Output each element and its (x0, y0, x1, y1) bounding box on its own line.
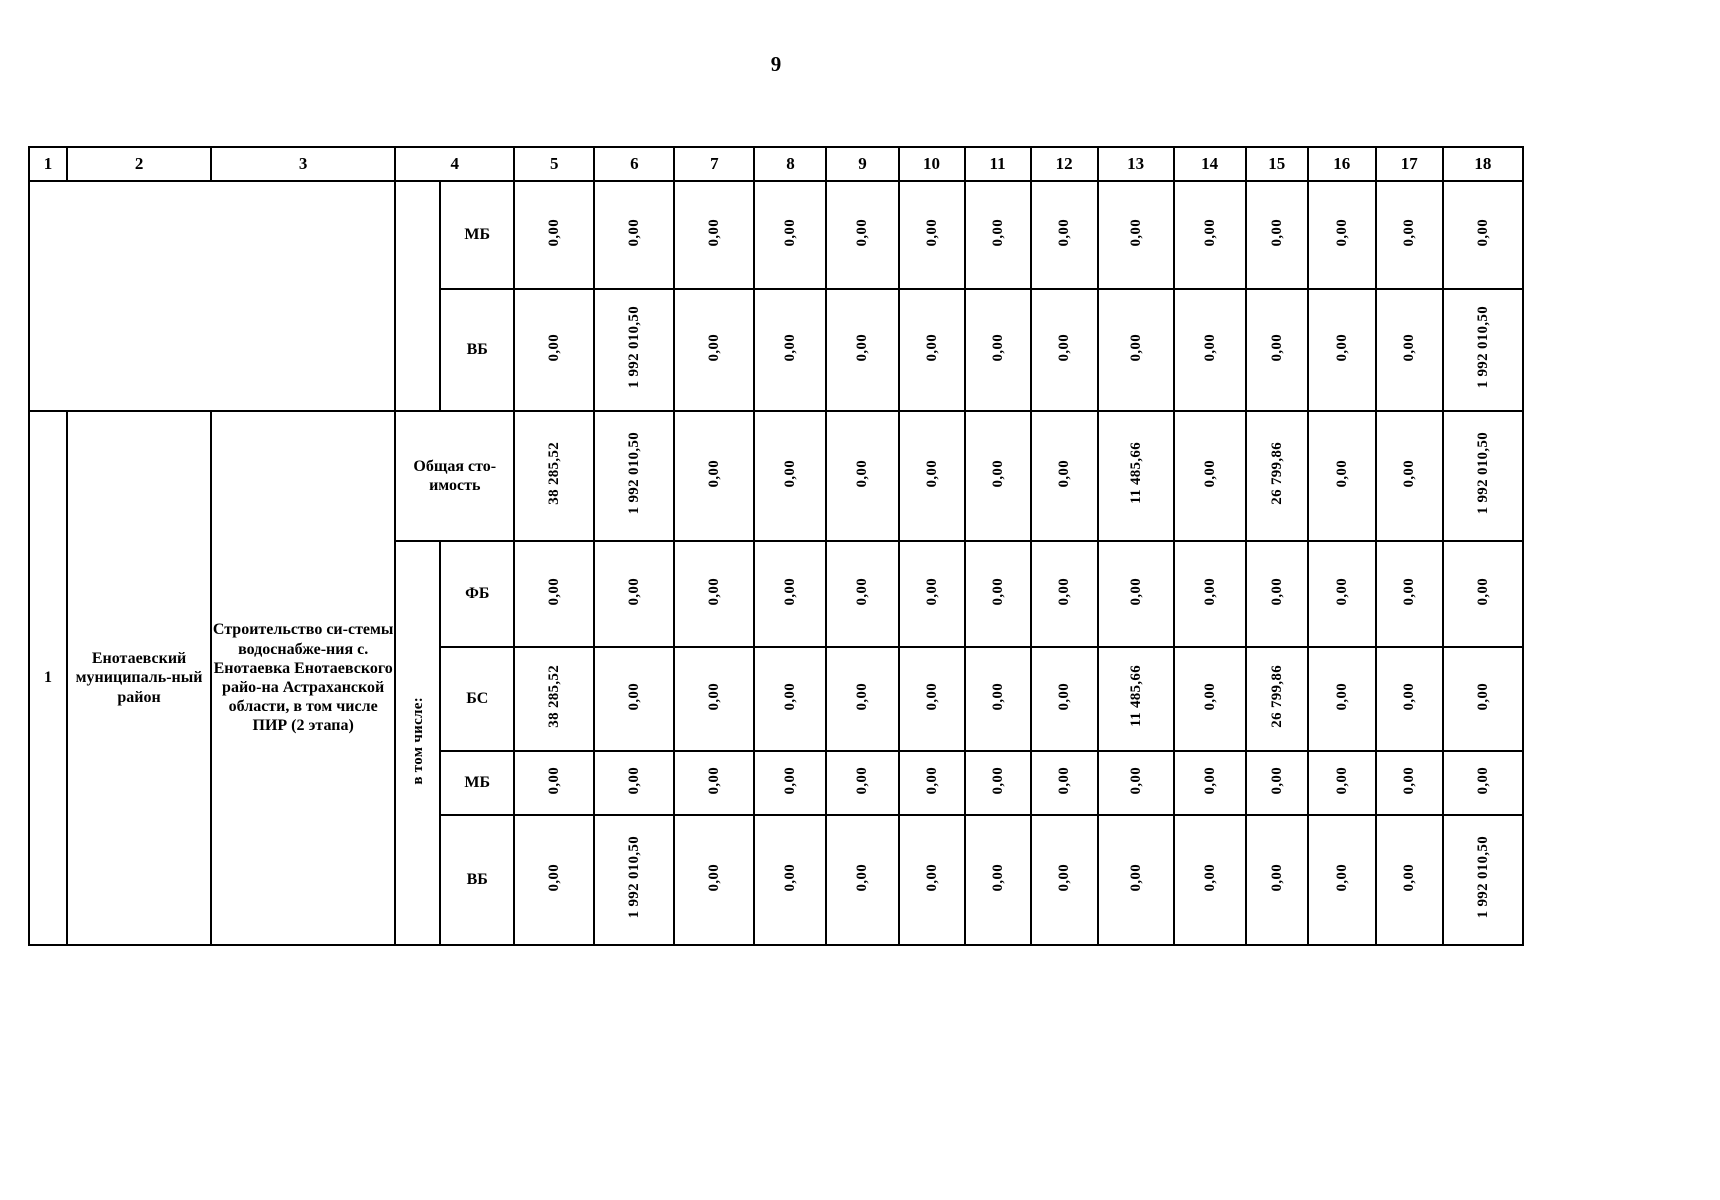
value-cell (514, 751, 594, 815)
total-cost-row (29, 411, 1523, 541)
value-text: 0,00 (1333, 682, 1350, 711)
value-cell (594, 647, 674, 751)
value-cell (1098, 647, 1174, 751)
value-text: 0,00 (989, 218, 1006, 247)
value-cell (514, 815, 594, 945)
value-text: 0,00 (706, 459, 723, 488)
value-text: 0,00 (1474, 577, 1491, 606)
header-cell: 3 (211, 147, 395, 181)
value-cell (899, 751, 965, 815)
value-cell (1174, 751, 1246, 815)
value-cell (1376, 411, 1443, 541)
header-cell: 11 (965, 147, 1031, 181)
header-cell: 1 (29, 147, 67, 181)
value-text: 0,00 (923, 459, 940, 488)
value-text: 0,00 (1333, 577, 1350, 606)
value-cell (674, 181, 754, 289)
value-text: 0,00 (1056, 577, 1073, 606)
value-cell (899, 541, 965, 647)
value-text: 0,00 (782, 459, 799, 488)
value-cell (754, 541, 826, 647)
value-cell (1308, 541, 1376, 647)
value-cell (514, 411, 594, 541)
value-cell (1376, 289, 1443, 411)
value-text: 0,00 (1127, 333, 1144, 362)
value-cell (1376, 751, 1443, 815)
value-text: 38 285,52 (546, 442, 563, 505)
value-text: 0,00 (546, 577, 563, 606)
value-cell (674, 289, 754, 411)
value-cell (1246, 647, 1308, 751)
value-cell (1031, 181, 1098, 289)
value-text: 0,00 (1201, 218, 1218, 247)
header-row (29, 147, 1523, 181)
value-cell (674, 541, 754, 647)
value-cell (1443, 541, 1523, 647)
value-cell (1031, 751, 1098, 815)
page-number: 9 (770, 52, 782, 76)
value-cell (965, 289, 1031, 411)
value-text: 0,00 (989, 333, 1006, 362)
value-text: 0,00 (706, 577, 723, 606)
value-text: 0,00 (854, 218, 871, 247)
value-cell (965, 815, 1031, 945)
value-cell (965, 751, 1031, 815)
value-text: 0,00 (1201, 682, 1218, 711)
top-mb-row (29, 181, 1523, 289)
total-cost-label: Общая сто-имость (395, 411, 514, 541)
header-cell: 2 (67, 147, 211, 181)
value-text: 0,00 (1268, 218, 1285, 247)
value-cell (1308, 815, 1376, 945)
value-cell (1246, 815, 1308, 945)
value-cell (674, 647, 754, 751)
value-text: 0,00 (1056, 863, 1073, 892)
value-cell (1443, 647, 1523, 751)
value-cell (1098, 411, 1174, 541)
value-text: 0,00 (854, 682, 871, 711)
value-cell (899, 647, 965, 751)
fund-label: МБ (440, 181, 514, 289)
header-cell: 5 (514, 147, 594, 181)
value-cell (1098, 541, 1174, 647)
value-text: 0,00 (1401, 218, 1418, 247)
value-cell (1031, 815, 1098, 945)
header-cell: 15 (1246, 147, 1308, 181)
value-cell (965, 647, 1031, 751)
value-text: 0,00 (782, 218, 799, 247)
value-text: 0,00 (1127, 766, 1144, 795)
fund-label: ВБ (440, 289, 514, 411)
value-text: 11 485,66 (1127, 665, 1144, 728)
header-cell: 13 (1098, 147, 1174, 181)
value-cell (754, 751, 826, 815)
value-cell (1308, 647, 1376, 751)
value-cell (1246, 541, 1308, 647)
header-cell: 18 (1443, 147, 1523, 181)
value-cell (1376, 181, 1443, 289)
value-text: 0,00 (1474, 682, 1491, 711)
value-text: 0,00 (546, 863, 563, 892)
value-text: 0,00 (1401, 459, 1418, 488)
value-cell (1031, 411, 1098, 541)
value-text: 0,00 (989, 459, 1006, 488)
empty-cell (395, 181, 440, 411)
value-cell (594, 751, 674, 815)
value-text: 0,00 (854, 333, 871, 362)
value-cell (1174, 181, 1246, 289)
value-cell (1443, 411, 1523, 541)
value-text: 0,00 (923, 218, 940, 247)
value-text: 0,00 (923, 577, 940, 606)
value-cell (899, 411, 965, 541)
value-cell (1308, 751, 1376, 815)
value-text: 0,00 (626, 218, 643, 247)
value-text: 0,00 (1056, 682, 1073, 711)
value-text: 0,00 (989, 577, 1006, 606)
value-text: 0,00 (626, 577, 643, 606)
value-text: 0,00 (989, 863, 1006, 892)
value-cell (1098, 289, 1174, 411)
value-text: 0,00 (1056, 333, 1073, 362)
value-cell (594, 181, 674, 289)
value-text: 11 485,66 (1127, 442, 1144, 505)
value-cell (1376, 815, 1443, 945)
value-cell (1098, 181, 1174, 289)
value-text: 0,00 (546, 766, 563, 795)
value-cell (1246, 289, 1308, 411)
value-cell (1098, 815, 1174, 945)
value-text: 0,00 (1201, 459, 1218, 488)
value-text: 0,00 (854, 577, 871, 606)
value-text: 0,00 (854, 766, 871, 795)
value-cell (754, 181, 826, 289)
value-cell (1443, 751, 1523, 815)
header-cell: 12 (1031, 147, 1098, 181)
value-text: 0,00 (923, 333, 940, 362)
value-text: 0,00 (1333, 333, 1350, 362)
value-cell (1031, 647, 1098, 751)
value-text: 0,00 (1333, 863, 1350, 892)
fund-label: БС (440, 647, 514, 751)
value-text: 0,00 (1127, 863, 1144, 892)
value-text: 0,00 (923, 863, 940, 892)
header-cell: 16 (1308, 147, 1376, 181)
value-text: 0,00 (1268, 333, 1285, 362)
value-cell (1174, 411, 1246, 541)
header-cell: 7 (674, 147, 754, 181)
value-cell (1031, 289, 1098, 411)
value-text: 0,00 (1201, 333, 1218, 362)
value-text: 0,00 (1268, 863, 1285, 892)
value-text: 0,00 (626, 766, 643, 795)
value-text: 0,00 (1056, 459, 1073, 488)
value-text: 0,00 (1401, 766, 1418, 795)
value-text: 0,00 (706, 682, 723, 711)
value-text: 0,00 (1201, 863, 1218, 892)
value-cell (594, 411, 674, 541)
value-text: 26 799,86 (1268, 442, 1285, 505)
value-cell (674, 751, 754, 815)
header-cell: 6 (594, 147, 674, 181)
header-cell: 10 (899, 147, 965, 181)
value-cell (1443, 289, 1523, 411)
header-cell: 9 (826, 147, 898, 181)
value-text: 26 799,86 (1268, 665, 1285, 728)
value-text: 0,00 (923, 766, 940, 795)
value-text: 0,00 (706, 863, 723, 892)
value-text: 38 285,52 (546, 665, 563, 728)
header-cell: 17 (1376, 147, 1443, 181)
value-cell (1308, 181, 1376, 289)
value-cell (514, 181, 594, 289)
value-text: 0,00 (989, 682, 1006, 711)
value-cell (594, 289, 674, 411)
value-cell (1376, 647, 1443, 751)
header-cell: 8 (754, 147, 826, 181)
value-text: 1 992 010,50 (1474, 432, 1491, 515)
value-cell (514, 289, 594, 411)
value-cell (826, 751, 898, 815)
value-text: 1 992 010,50 (626, 306, 643, 389)
value-cell (965, 181, 1031, 289)
value-text: 0,00 (782, 333, 799, 362)
value-cell (826, 411, 898, 541)
fund-label: ФБ (440, 541, 514, 647)
value-text: 0,00 (854, 863, 871, 892)
value-cell (594, 815, 674, 945)
value-text: 0,00 (706, 766, 723, 795)
value-text: 0,00 (1201, 577, 1218, 606)
value-text: 0,00 (1268, 577, 1285, 606)
value-cell (754, 411, 826, 541)
value-text: 0,00 (626, 682, 643, 711)
value-text: 0,00 (782, 577, 799, 606)
value-cell (1443, 181, 1523, 289)
value-text: 0,00 (1127, 577, 1144, 606)
value-text: 0,00 (1333, 218, 1350, 247)
value-text: 1 992 010,50 (626, 432, 643, 515)
value-cell (1031, 541, 1098, 647)
value-text: 0,00 (706, 333, 723, 362)
value-text: 0,00 (546, 333, 563, 362)
value-text: 0,00 (1056, 766, 1073, 795)
value-cell (1308, 411, 1376, 541)
value-cell (1246, 751, 1308, 815)
value-text: 0,00 (854, 459, 871, 488)
value-cell (1174, 647, 1246, 751)
value-cell (1246, 181, 1308, 289)
value-cell (754, 289, 826, 411)
value-cell (1174, 289, 1246, 411)
value-cell (826, 647, 898, 751)
value-text: 0,00 (1474, 218, 1491, 247)
fund-label: ВБ (440, 815, 514, 945)
value-cell (826, 541, 898, 647)
value-text: 0,00 (1201, 766, 1218, 795)
value-cell (899, 289, 965, 411)
value-text: 0,00 (1333, 766, 1350, 795)
value-cell (965, 541, 1031, 647)
value-cell (1174, 815, 1246, 945)
value-text: 0,00 (1268, 766, 1285, 795)
value-cell (1174, 541, 1246, 647)
value-cell (754, 647, 826, 751)
value-text: 0,00 (782, 863, 799, 892)
value-text: 1 992 010,50 (626, 836, 643, 919)
value-text: 0,00 (989, 766, 1006, 795)
value-text: 0,00 (1401, 863, 1418, 892)
value-cell (674, 411, 754, 541)
value-cell (514, 647, 594, 751)
value-text: 0,00 (1401, 333, 1418, 362)
budget-table (28, 146, 1524, 946)
value-text: 0,00 (1333, 459, 1350, 488)
value-cell (826, 815, 898, 945)
header-cell: 4 (395, 147, 514, 181)
value-text: 0,00 (1401, 682, 1418, 711)
value-text: 0,00 (782, 766, 799, 795)
value-text: 0,00 (782, 682, 799, 711)
value-text: 0,00 (923, 682, 940, 711)
project-number: 1 (29, 411, 67, 945)
value-cell (826, 181, 898, 289)
value-text: 1 992 010,50 (1474, 306, 1491, 389)
including-cell (395, 541, 440, 945)
fund-label: МБ (440, 751, 514, 815)
value-cell (899, 815, 965, 945)
district-name: Енотаевский муниципаль-ный район (67, 411, 211, 945)
value-text: 0,00 (1401, 577, 1418, 606)
project-name: Строительство си-стемы водоснабже-ния с. Енотаевка Енотаевского райо-на Астраханской области, в том числе ПИР (2 этапа) (211, 411, 395, 945)
value-cell (1246, 411, 1308, 541)
empty-cell (29, 181, 395, 411)
value-text: 0,00 (546, 218, 563, 247)
value-text: 0,00 (1056, 218, 1073, 247)
value-cell (965, 411, 1031, 541)
value-text: 1 992 010,50 (1474, 836, 1491, 919)
value-cell (899, 181, 965, 289)
value-cell (1443, 815, 1523, 945)
value-text: 0,00 (1127, 218, 1144, 247)
value-cell (1098, 751, 1174, 815)
value-cell (674, 815, 754, 945)
header-cell: 14 (1174, 147, 1246, 181)
value-text: 0,00 (706, 218, 723, 247)
value-cell (594, 541, 674, 647)
value-cell (826, 289, 898, 411)
value-text: 0,00 (1474, 766, 1491, 795)
value-cell (754, 815, 826, 945)
including-label: в том числе: (409, 696, 426, 785)
value-cell (1308, 289, 1376, 411)
value-cell (514, 541, 594, 647)
value-cell (1376, 541, 1443, 647)
